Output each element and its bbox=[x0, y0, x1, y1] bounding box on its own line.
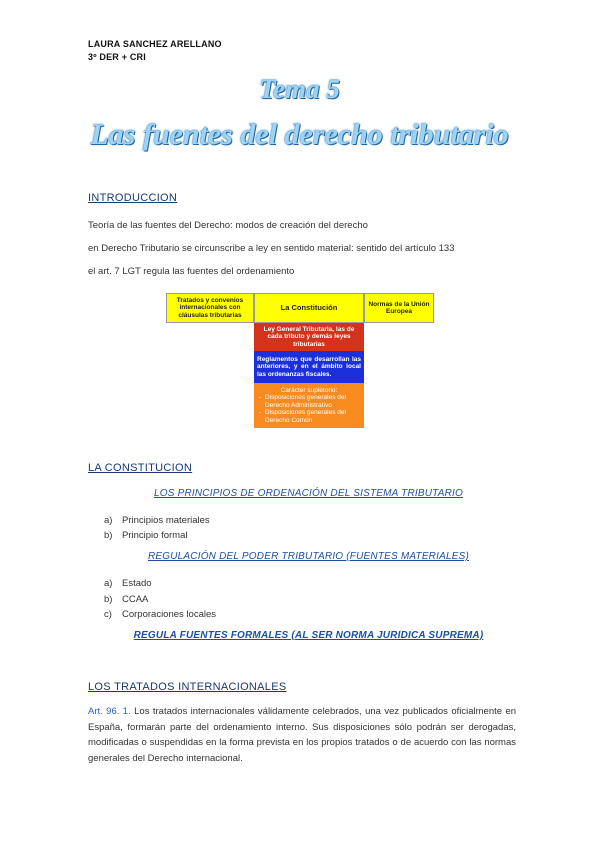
document-title: Tema 5 bbox=[259, 74, 340, 104]
sources-diagram bbox=[166, 293, 434, 431]
constitucion-heading: LA CONSTITUCION bbox=[88, 462, 193, 474]
article-text: Los tratados internacionales válidamente celebrados, una vez publicados oficialmente en España, formarán parte del ordenamiento interno. Sus disposiciones sólo podrán ser derogadas, modificadas o suspendidas en la forma prevista en los propios tratados o de acuerdo con las normas generales del Derecho internacional. bbox=[88, 706, 517, 764]
regulacion-subheading: REGULACIÓN DEL PODER TRIBUTARIO (FUENTES MATERIALES) bbox=[147, 551, 469, 562]
author-name: LAURA SANCHEZ ARELLANO bbox=[88, 39, 222, 49]
tratados-heading: LOS TRATADOS INTERNACIONALES bbox=[88, 681, 287, 693]
author-course: 3º DER + CRI bbox=[88, 52, 146, 62]
author-block bbox=[88, 38, 222, 64]
list-item: c) Corporaciones locales bbox=[104, 609, 216, 620]
intro-line-2: en Derecho Tributario se circunscribe a ley en sentido material: sentido del artículo 133 bbox=[88, 243, 455, 254]
supletorio-list bbox=[257, 394, 361, 424]
intro-line-3: el art. 7 LGT regula las fuentes del ordenamiento bbox=[88, 266, 295, 277]
intro-line-1: Teoría de las fuentes del Derecho: modos de creación del derecho bbox=[88, 220, 368, 231]
diagram-box-reglamentos: Reglamentos que desarrollan las anteriores, y en el ámbito local las ordenanzas fiscales. bbox=[254, 351, 364, 383]
list-item: a) Principios materiales bbox=[104, 515, 210, 526]
supletorio-heading: Carácter supletorio: bbox=[280, 386, 338, 394]
principios-subheading: LOS PRINCIPIOS DE ORDENACIÓN DEL SISTEMA TRIBUTARIO bbox=[154, 488, 463, 499]
list-item: b) Principio formal bbox=[104, 530, 188, 541]
supletorio-item: - Disposiciones generales del Derecho Administrativo bbox=[265, 394, 361, 409]
document-subtitle: Las fuentes del derecho tributario bbox=[90, 118, 509, 151]
intro-heading: INTRODUCCION bbox=[88, 192, 178, 204]
tratados-paragraph bbox=[88, 704, 516, 766]
article-reference: Art. 96. 1. bbox=[88, 706, 131, 717]
diagram-box-ley: Ley General Tributaria, las de cada tributo y demás leyes tributarias bbox=[254, 323, 364, 351]
list-item: a) Estado bbox=[104, 578, 152, 589]
fuentes-formales-subheading: REGULA FUENTES FORMALES (AL SER NORMA JURIDICA SUPREMA) bbox=[133, 630, 484, 641]
diagram-box-ue: Normas de la Unión Europea bbox=[364, 293, 434, 323]
supletorio-item: - Disposiciones generales del Derecho Común bbox=[265, 409, 361, 424]
diagram-box-supletorio bbox=[254, 383, 364, 428]
list-item: b) CCAA bbox=[104, 594, 149, 605]
diagram-box-tratados: Tratados y convenios internacionales con cláusulas tributarias bbox=[166, 293, 254, 323]
diagram-box-constitucion: La Constitución bbox=[254, 293, 364, 323]
